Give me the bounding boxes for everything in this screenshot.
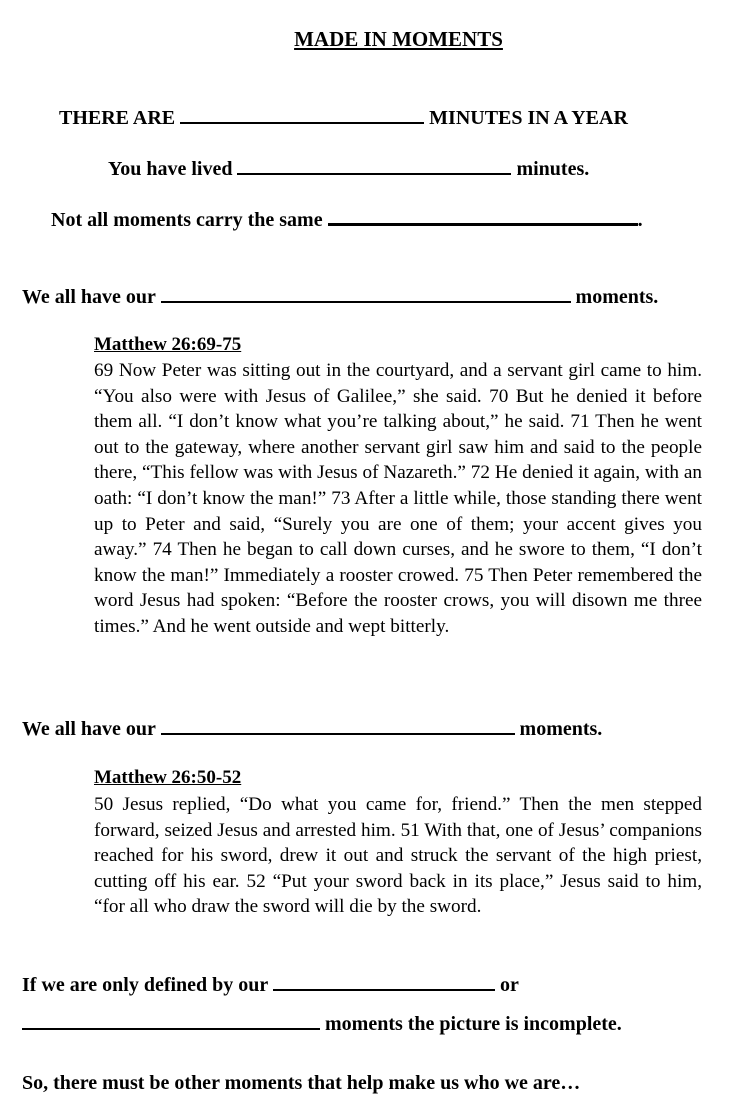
picture-incomplete-blank[interactable] [22, 1010, 320, 1030]
minutes-lived-prefix: You have lived [108, 158, 233, 180]
defined-by-suffix: or [499, 974, 519, 996]
our-moments-suffix-2: moments. [519, 718, 603, 740]
minutes-in-year-suffix: MINUTES IN A YEAR [429, 107, 628, 129]
our-moments-line-2 [22, 715, 602, 741]
passage-2-text: 50 Jesus replied, “Do what you came for, friend.” Then the men stepped forward, seized Jesus and arrested him. 51 With that, one of Jesus’ companions reached for his sword, drew it out and struck the servant of the high priest, cutting off his ear. 52 “Put your sword back in its place,” Jesus said to him, “for all who draw the sword will die by the sword. [94, 794, 702, 918]
minutes-in-year-line [59, 104, 628, 130]
defined-by-line [22, 971, 519, 997]
page-title: MADE IN MOMENTS [294, 27, 503, 51]
moments-carry-prefix: Not all moments carry the same [51, 209, 323, 231]
minutes-lived-blank[interactable] [237, 155, 511, 175]
minutes-lived-suffix: minutes. [516, 158, 590, 180]
minutes-in-year-prefix: THERE ARE [59, 107, 176, 129]
minutes-lived-line [108, 155, 589, 181]
our-moments-line-1 [22, 283, 658, 309]
closing-statement: So, there must be other moments that help make us who we are… [22, 1072, 581, 1094]
defined-by-blank[interactable] [273, 971, 495, 991]
moments-carry-suffix: . [637, 209, 643, 231]
moments-carry-line [51, 205, 643, 232]
our-moments-blank-1[interactable] [161, 283, 571, 303]
moments-carry-blank[interactable] [328, 205, 638, 226]
our-moments-prefix-2: We all have our [22, 718, 156, 740]
passage-1-reference: Matthew 26:69-75 [94, 334, 242, 355]
picture-incomplete-suffix: moments the picture is incomplete. [325, 1013, 622, 1035]
our-moments-prefix-1: We all have our [22, 286, 156, 308]
minutes-in-year-blank[interactable] [180, 104, 424, 124]
our-moments-suffix-1: moments. [575, 286, 659, 308]
our-moments-blank-2[interactable] [161, 715, 515, 735]
defined-by-prefix: If we are only defined by our [22, 974, 268, 996]
passage-1-text: 69 Now Peter was sitting out in the courtyard, and a servant girl came to him. “You also were with Jesus of Galilee,” she said. 70 But he denied it before them all. “I don’t know what you’re talking about,” he said. 71 Then he went out to the gateway, where another servant girl saw him and said to the people there, “This fellow was with Jesus of Nazareth.” 72 He denied it again, with an oath: “I don’t know the man!” 73 After a little while, those standing there went up to Peter and said, “Surely you are one of them; your accent gives you away.” 74 Then he began to call down curses, and he swore to them, “I don’t know the man!” Immediately a rooster crowed. 75 Then Peter remembered the word Jesus had spoken: “Before the rooster crows, you will disown me three times.” And he went outside and wept bitterly. [94, 360, 702, 637]
passage-2-reference: Matthew 26:50-52 [94, 767, 242, 788]
picture-incomplete-line [22, 1010, 622, 1036]
